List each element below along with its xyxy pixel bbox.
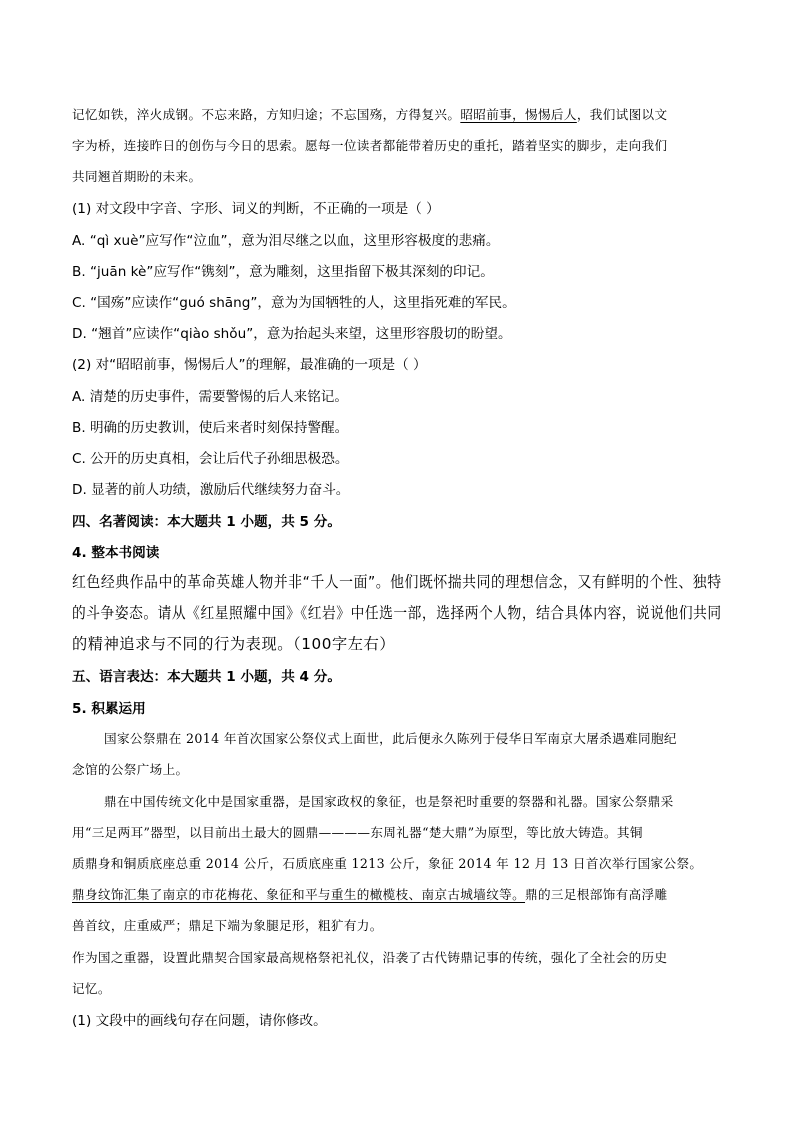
- q2-option-a: A. 清楚的历史事件，需要警惕的后人来铭记。: [72, 389, 348, 405]
- q2-stem: (2) 对“昭昭前事，惕惕后人”的理解，最准确的一项是（ ）: [72, 357, 427, 373]
- section4-question-title: 4. 整本书阅读: [72, 545, 160, 561]
- section5-heading: 五、语言表达：本大题共 1 小题，共 4 分。: [72, 669, 341, 685]
- passage1-line1: [72, 104, 667, 123]
- passage1-text: ，我们试图以文: [576, 107, 668, 122]
- passage1-line3: 共同翘首期盼的未来。: [72, 169, 202, 184]
- section5-paragraph1-line1: 国家公祭鼎在 2014 年首次国家公祭仪式上面世，此后便永久陈列于侵华日军南京大屠杀遇难同胞纪: [104, 731, 677, 746]
- q2-option-d: D. 显著的前人功绩，激励后代继续努力奋斗。: [72, 482, 350, 498]
- section5-question-title: 5. 积累运用: [72, 701, 146, 717]
- q1-stem: (1) 对文段中字音、字形、词义的判断，不正确的一项是（ ）: [72, 201, 440, 217]
- passage1-text: 记忆如铁，淬火成钢。不忘来路，方知归途；不忘国殇，方得复兴。: [72, 107, 461, 122]
- section4-paragraph-line3: 的精神追求与不同的行为表现。（100字左右）: [72, 635, 396, 653]
- underlined-sentence: 鼎身纹饰汇集了南京的市花梅花、象征和平与重生的橄榄枝、南京古城墙纹等。: [72, 887, 526, 902]
- section4-paragraph-line2: 的斗争姿态。请从《红星照耀中国》《红岩》中任选一部，选择两个人物，结合具体内容，说说他们共同: [72, 604, 722, 622]
- section5-paragraph2-line2: 用“三足两耳”器型，以目前出土最大的圆鼎————东周礼器“楚大鼎”为原型，等比放大铸造。其铜: [72, 825, 643, 840]
- q2-option-b: B. 明确的历史教训，使后来者时刻保持警醒。: [72, 420, 349, 436]
- section5-paragraph2-line1: 鼎在中国传统文化中是国家重器，是国家政权的象征，也是祭祀时重要的祭器和礼器。国家公祭鼎采: [104, 794, 674, 809]
- section4-heading: 四、名著阅读：本大题共 1 小题，共 5 分。: [72, 514, 341, 530]
- q1-option-a: A. “qì xuè”应写作“泣血”，意为泪尽继之以血，这里形容极度的悲痛。: [72, 233, 500, 249]
- section5-paragraph1-line2: 念馆的公祭广场上。: [72, 762, 189, 777]
- paragraph-text: 鼎的三足根部饰有高浮雕: [525, 887, 668, 902]
- section5-paragraph3-line2: 记忆。: [72, 981, 111, 996]
- q1-option-d: D. “翘首”应读作“qiào shǒu”，意为抬起头来望，这里形容殷切的盼望。: [72, 326, 512, 342]
- q2-option-c: C. 公开的历史真相，会让后代子孙细思极恐。: [72, 451, 349, 467]
- underlined-phrase: 昭昭前事，惕惕后人: [460, 107, 577, 122]
- section5-paragraph2-line5: 兽首纹，庄重威严；鼎足下端为象腿足形，粗犷有力。: [72, 918, 383, 933]
- section5-paragraph3-line1: 作为国之重器，设置此鼎契合国家最高规格祭祀礼仪，沿袭了古代铸鼎记事的传统，强化了全社会的历史: [72, 950, 668, 965]
- section5-paragraph2-line3: 质鼎身和铜质底座总重 2014 公斤，石质底座重 1213 公斤，象征 2014 年 12 月 13 日首次举行国家公祭。: [72, 856, 703, 871]
- q1-option-b: B. “juān kè”应写作“镌刻”，意为雕刻，这里指留下极其深刻的印记。: [72, 264, 494, 280]
- section5-paragraph2-line4: [72, 884, 667, 903]
- section4-paragraph-line1: 红色经典作品中的革命英雄人物并非“千人一面”。他们既怀揣共同的理想信念，又有鲜明的个性、独特: [72, 573, 722, 591]
- section5-q1-stem: (1) 文段中的画线句存在问题，请你修改。: [72, 1013, 327, 1029]
- q1-option-c: C. “国殇”应读作“guó shāng”，意为为国牺牲的人，这里指死难的军民。: [72, 295, 516, 311]
- passage1-line2: 字为桥，连接昨日的创伤与今日的思索。愿每一位读者都能带着历史的重托，踏着坚实的脚步，走向我们: [72, 138, 668, 153]
